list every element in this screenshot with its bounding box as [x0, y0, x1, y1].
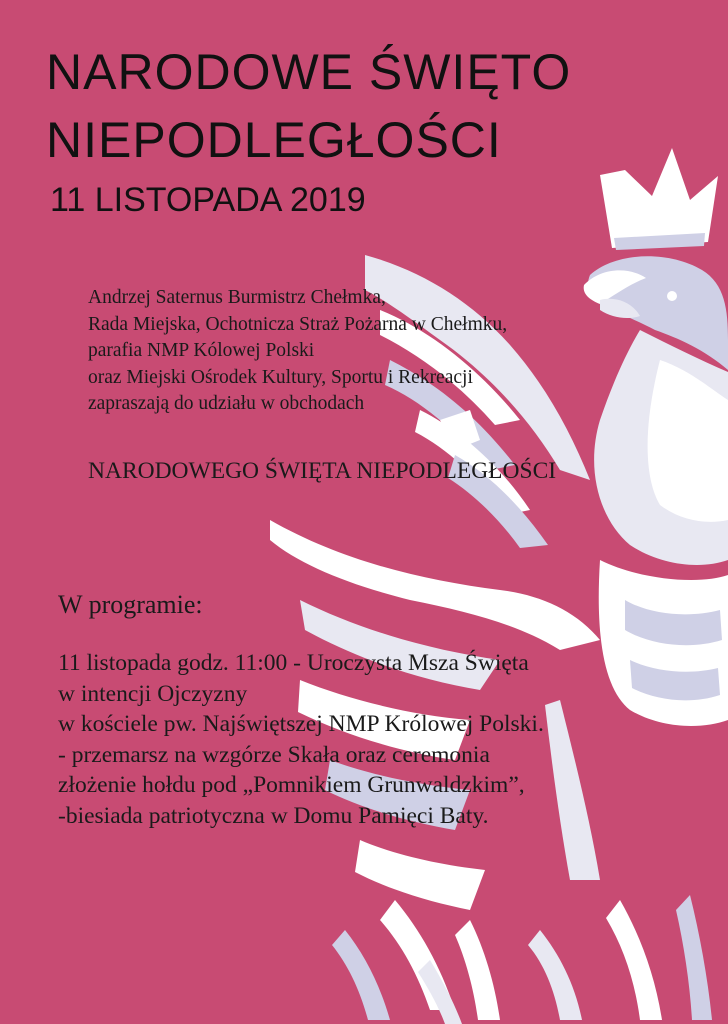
program-line: -biesiada patriotyczna w Domu Pamięci Baty.	[58, 802, 489, 829]
program-list	[58, 648, 718, 831]
program-line: 11 listopada godz. 11:00 - Uroczysta Msza Święta	[58, 650, 529, 676]
invitation-line: zapraszają do udziału w obchodach	[88, 393, 365, 414]
program-heading: W programie:	[58, 590, 203, 619]
invitation-line: Rada Miejska, Ochotnicza Straż Pożarna w Chełmku,	[88, 313, 508, 335]
page-title-line-1: NARODOWE ŚWIĘTO	[46, 44, 572, 100]
program-line: w intencji Ojczyzny	[58, 680, 248, 707]
invitation-line: parafia NMP Kólowej Polski	[88, 340, 315, 361]
program-line: w kościele pw. Najświętszej NMP Królowej Polski.	[58, 711, 544, 737]
page-title-line-2: NIEPODLEGŁOŚCI	[46, 112, 502, 168]
crown-icon	[600, 148, 718, 250]
program-line: - przemarsz na wzgórze Skała oraz ceremonia	[58, 741, 490, 768]
program-line: złożenie hołdu pod „Pomnikiem Grunwaldzkim”,	[58, 772, 525, 798]
invitation-block	[88, 285, 708, 418]
event-date: 11 LISTOPADA 2019	[50, 181, 366, 219]
event-name: NARODOWEGO ŚWIĘTA NIEPODLEGŁOŚCI	[88, 458, 557, 484]
invitation-line: oraz Miejski Ośrodek Kultury, Sportu i Rekreacji	[88, 366, 473, 388]
invitation-line: Andrzej Saternus Burmistrz Chełmka,	[88, 287, 386, 308]
eagle-talons	[332, 895, 712, 1024]
